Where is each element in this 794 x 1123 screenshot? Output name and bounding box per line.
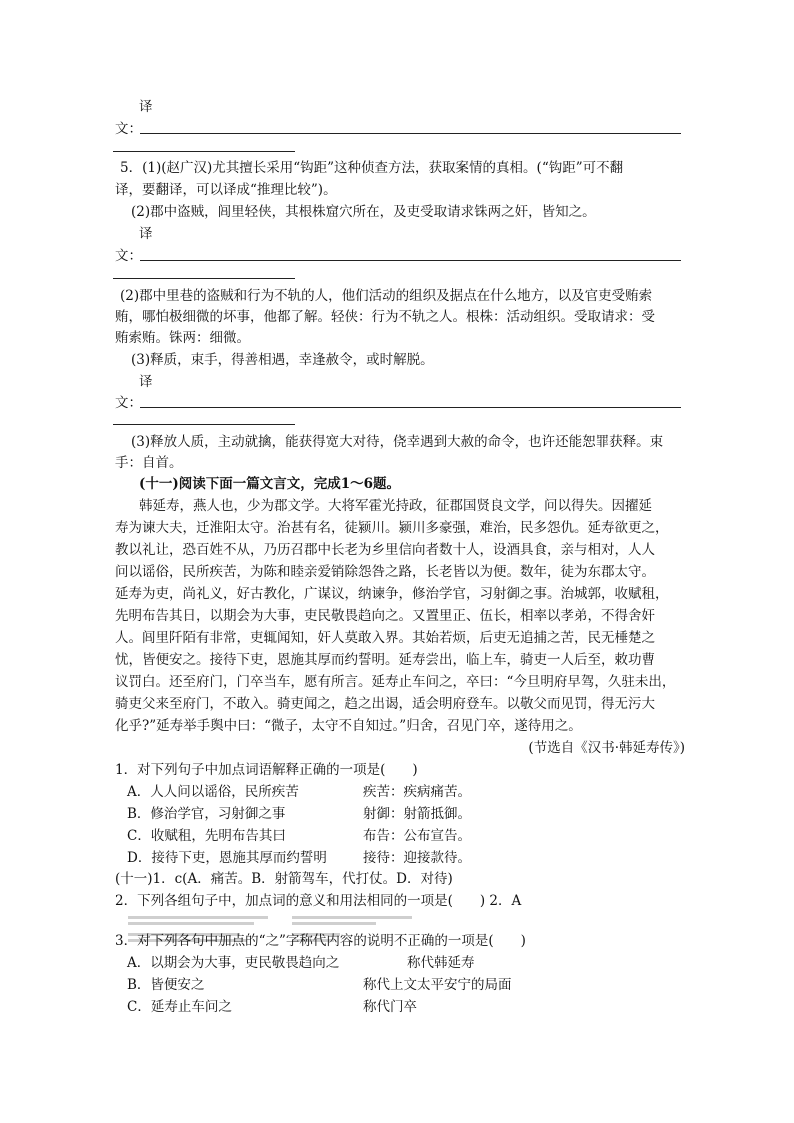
translation-label-4: 文： (115, 248, 142, 264)
q1-option-d: D．接待下吏，恩施其厚而约誓明 (127, 850, 327, 866)
passage-line: 问以谣俗，民所疾苦，为陈和睦亲爱销除怨咎之路，长老皆以为便。数年，徒为东郡太守。 (115, 564, 655, 580)
answer-1: (十一)1．c(A．痛苦。B．射箭驾车，代打仗。D．对待) (115, 871, 453, 887)
translation-label-5: 译 (139, 374, 153, 390)
passage-line: 人。闾里阡陌有非常，吏辄闻知，奸人莫敢入界。其始若烦，后吏无追捕之苦，民无棰楚之 (115, 630, 655, 646)
q3-option-c: C．延寿止车问之 (127, 999, 232, 1015)
q1-option-c: C．收赋租，先明布告其曰 (127, 828, 286, 844)
section-heading: (十一)阅读下面一篇文言文，完成1～6题。 (139, 476, 401, 492)
answer-2-line-2: 贿，哪怕极细微的坏事，他都了解。轻侠：行为不轨之人。根株：活动组织。受取请求：受 (115, 309, 655, 325)
q5-answer-1b: 译，要翻译，可以译成“推理比较”)。 (115, 182, 337, 198)
q3-option-b-note: 称代上文太平安宁的局面 (363, 977, 512, 993)
q3-option-c-note: 称代门卒 (363, 999, 417, 1015)
q3-option-a: A．以期会为大事，吏民敬畏趋向之 (127, 955, 340, 971)
translation-label-2: 文： (115, 121, 142, 137)
short-rule (113, 424, 295, 425)
passage-line: 先明布告其日，以期会为大事，吏民敬畏趋向之。又置里正、伍长，相率以孝弟，不得舍奸 (115, 608, 655, 624)
passage-line: 议罚白。还至府门，门卒当车，愿有所言。延寿止车问之，卒曰：“今旦明府早驾，久驻未出， (115, 674, 676, 690)
answer-3-line-1: (3)释放人质，主动就擒，能获得宽大对待，侥幸遇到大赦的命令，也许还能恕罪获释。束 (131, 434, 664, 450)
translation-label-1: 译 (139, 99, 153, 115)
q3-option-b: B．皆便安之 (127, 977, 205, 993)
translation-label-6: 文： (115, 395, 142, 411)
short-rule (113, 278, 295, 279)
passage-line: 韩延寿，燕人也，少为郡文学。大将军霍光持政，征郡国贤良文学，问以得失。因擢延 (139, 498, 652, 514)
passage-line: 延寿为吏，尚礼义，好古教化，广谋议，纳谏争，修治学官，习射御之事。治城郭，收赋租， (115, 586, 669, 602)
q3-option-a-note: 称代韩延寿 (407, 955, 475, 971)
answer-line (140, 133, 681, 134)
q1-option-b: B．修治学官，习射御之事 (127, 806, 286, 822)
q1-option-c-note: 布告：公布宣告。 (363, 828, 471, 844)
question-2: 2．下列各组句子中，加点词的意义和用法相同的一项是( ) 2．A (115, 893, 522, 909)
answer-3-line-2: 手：自首。 (115, 455, 183, 471)
answer-2-line-1: (2)郡中里巷的盗贼和行为不轨的人，他们活动的组织及据点在什么地方，以及官吏受贿索 (120, 288, 653, 304)
passage-line: 教以礼让，恐百姓不从，乃历召郡中长老为乡里信向者数十人，设酒具食，亲与相对，人人 (115, 542, 655, 558)
answer-2-line-3: 贿索贿。铢两：细微。 (115, 330, 250, 346)
passage-line: 寿为谏大夫，迁淮阳太守。治甚有名，徒颍川。颍川多豪强，难治，民多怨仇。延寿欲更之， (115, 520, 669, 536)
q5-question-2: (2)郡中盗贼，闾里轻侠，其根株窟穴所在，及吏受取请求铢两之奸，皆知之。 (131, 204, 596, 220)
translation-label-3: 译 (139, 226, 153, 242)
source-citation: (节选自《汉书·韩延寿传》) (528, 740, 685, 756)
q1-option-b-note: 射御：射箭抵御。 (363, 806, 471, 822)
answer-line (140, 407, 681, 408)
q5-answer-1: 5．(1)(赵广汉)尤其擅长采用“钩距”这种侦查方法，获取案情的真相。(“钩距”可不翻 (120, 160, 624, 176)
q1-option-a-note: 疾苦：疾病痛苦。 (363, 784, 471, 800)
passage-line: 化乎?”延寿举手舆中曰：“微子，太守不自知过。”归舍，召见门卒，遂待用之。 (115, 718, 582, 734)
passage-line: 骑吏父来至府门，不敢入。骑吏闻之，趋之出谒，适会明府登车。以敬父而见罚，得无污大 (115, 696, 655, 712)
question-1: 1．对下列句子中加点词语解释正确的一项是( ) (115, 762, 418, 778)
q1-option-d-note: 接待：迎接款待。 (363, 850, 471, 866)
passage-line: 忧，皆便安之。接待下吏，恩施其厚而约誓明。延寿尝出，临上车，骑吏一人后至，敕功曹 (115, 652, 655, 668)
answer-line (140, 260, 681, 261)
short-rule (113, 151, 295, 152)
q5-question-3: (3)释质，束手，得善相遇，幸逢赦令，或时解脱。 (131, 352, 434, 368)
question-3: 3．对下列各句中加点的“之”字称代内容的说明不正确的一项是( ) (115, 933, 526, 949)
q1-option-a: A．人人问以谣俗，民所疾苦 (127, 784, 299, 800)
